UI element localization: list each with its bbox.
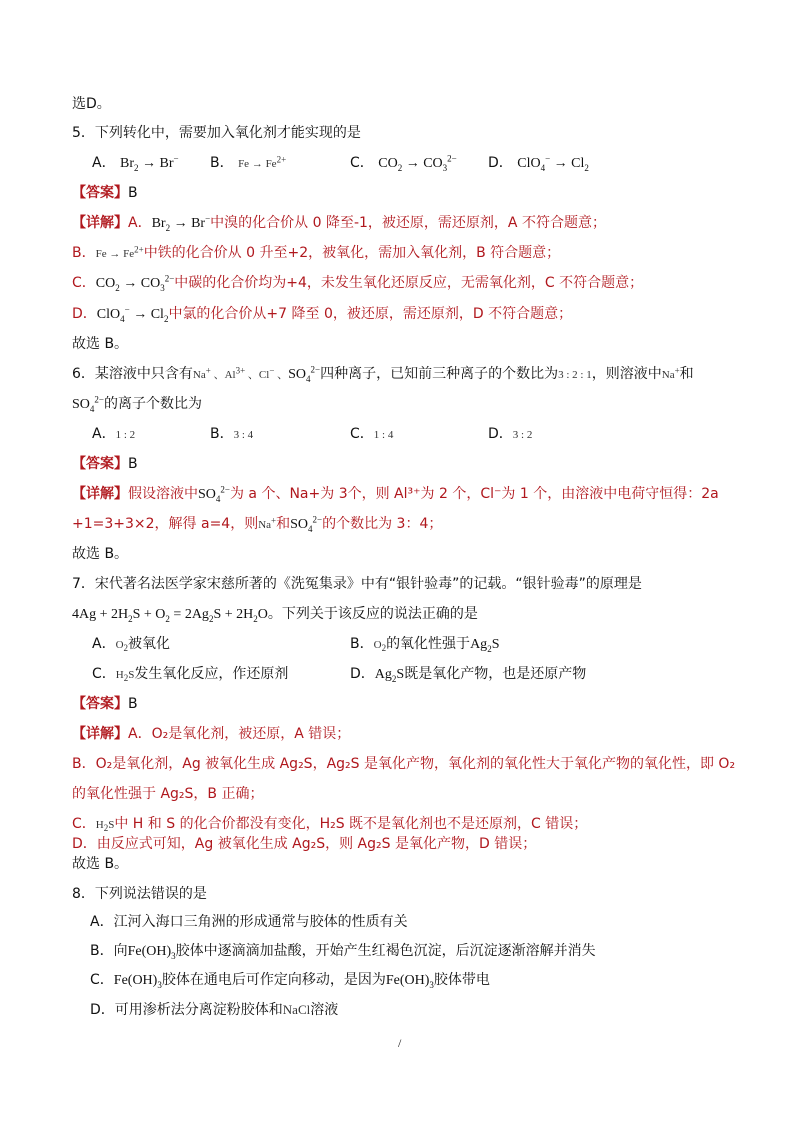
q5-option-a-label: A． [92,155,116,171]
q6-option-a: A．1 : 2 [92,426,136,442]
q6-option-d: D．3 : 2 [488,426,533,442]
q6-answer: 【答案】B [72,456,138,472]
q6-stem-1: 6．某溶液中只含有Na+ 、$Al^{3+}$ 、Cl− 、$SO_4^{2-}$四种离子，已知前三种离子的个数比为3 : 2 : 1，则溶液中Na+和 [72,364,694,384]
prev-conclusion: 选D。 [72,96,111,112]
q5-detail-3: C．$CO_2 \to CO_3^{2-}$中碳的化合价均为+4，未发生氧化还原反应，无需氧化剂，C 不符合题意； [72,273,644,293]
q7-answer: 【答案】B [72,696,138,712]
q6-conclusion: 故选 B。 [72,546,129,562]
q5-option-b-label: B． [210,155,234,171]
q8-stem: 8．下列说法错误的是 [72,886,207,902]
q7-detail-4: C．$H_2S$中 H 和 S 的化合价都没有变化，H₂S 既不是氧化剂也不是还原剂，C 错误； [72,816,588,834]
q6-option-c: C．1 : 4 [350,426,394,442]
q5-option-c-label: C． [350,155,374,171]
q6-detail-1: 【详解】假设溶液中$SO_4^{2-}$为 a 个、Na+为 3个，则 Al³⁺为 2 个，Cl⁻为 1 个，由溶液中电荷守恒得：2a [72,484,719,504]
q5-stem: 5．下列转化中，需要加入氧化剂才能实现的是 [72,125,361,141]
q7-option-b: B．$O_2$的氧化性强于$Ag_2S$ [350,636,500,654]
q5-option-d: D． $ClO_4^- \to Cl_2$ [488,153,589,173]
q5-option-d-label: D． [488,155,513,171]
q7-detail-1: 【详解】A．O₂是氧化剂，被还原，A 错误； [72,726,351,742]
q7-equation: $4Ag + 2H_2S + O_2 = 2Ag_2S + 2H_2O$。下列关于该反应的说法正确的是 [72,606,478,624]
q7-option-d: D．$Ag_2S$既是氧化产物，也是还原产物 [350,666,587,684]
page-number: / [398,1036,402,1050]
q6-stem-2: $SO_4^{2-}$的离子个数比为 [72,394,202,414]
q8-option-d: D．可用渗析法分离淀粉胶体和NaCl溶液 [90,1002,339,1018]
q5-option-b: B． $Fe \to Fe^{2+}$ [210,154,287,171]
q5-detail-4: D．$ClO_4^- \to Cl_2$中氯的化合价从+7 降至 0，被还原，需还原剂，D 不符合题意； [72,304,573,324]
q7-option-c: C．$H_2S$发生氧化反应，作还原剂 [92,666,289,684]
q5-option-a: A． $Br_2 \to Br^-$ [92,153,179,173]
q6-detail-2: +1=3+3×2，解得 a=4，则Na+和$SO_4^{2-}$的个数比为 3：4； [72,514,443,534]
q7-detail-2: B．O₂是氧化剂，Ag 被氧化生成 Ag₂S，Ag₂S 是氧化产物，氧化剂的氧化性大于氧化产物的氧化性，即 O₂ [72,756,736,772]
q5-option-c: C． $CO_2 \to CO_3^{2-}$ [350,153,457,173]
q8-option-a: A．江河入海口三角洲的形成通常与胶体的性质有关 [90,914,408,930]
q7-option-a: A．$O_2$被氧化 [92,636,171,654]
q7-conclusion: 故选 B。 [72,856,129,872]
q6-option-b: B．3 : 4 [210,426,254,442]
q8-option-c: C．$Fe(OH)_3$胶体在通电后可作定向移动，是因为$Fe(OH)_3$胶体带电 [90,972,490,990]
q7-stem: 7．宋代著名法医学家宋慈所著的《洗冤集录》中有“银针验毒”的记载。“银针验毒”的原理是 [72,576,642,592]
q5-answer: 【答案】B [72,185,138,201]
q8-option-b: B．向$Fe(OH)_3$胶体中逐滴滴加盐酸，开始产生红褐色沉淀，后沉淀逐渐溶解并消失 [90,943,596,961]
q5-conclusion: 故选 B。 [72,336,129,352]
q7-detail-5: D．由反应式可知，Ag 被氧化生成 Ag₂S，则 Ag₂S 是氧化产物，D 错误； [72,836,537,852]
q7-detail-3: 的氧化性强于 Ag₂S，B 正确； [72,786,264,802]
q5-detail-1: 【详解】A．$Br_2 \to Br^-$中溴的化合价从 0 降至-1，被还原，需还原剂，A 不符合题意； [72,213,606,233]
q5-detail-2: B．$Fe \to Fe^{2+}$中铁的化合价从 0 升至+2，被氧化，需加入氧化剂，B 符合题意； [72,244,561,261]
